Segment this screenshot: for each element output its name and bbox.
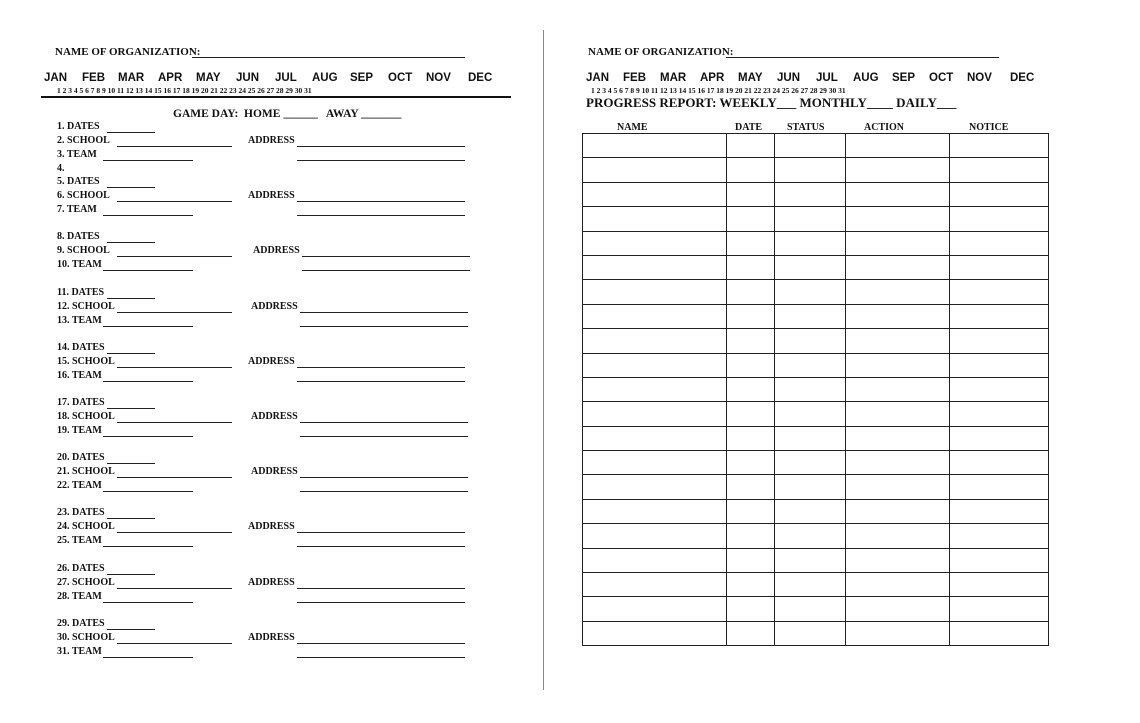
cell-date[interactable] [726, 426, 774, 450]
cell-status[interactable] [774, 621, 846, 645]
progress-row [583, 597, 1049, 621]
cell-status[interactable] [774, 134, 846, 158]
progress-row [583, 499, 1049, 523]
progress-row [583, 280, 1049, 304]
col-header-status: STATUS [787, 122, 825, 133]
schedule-row-label: 22. TEAM [57, 480, 102, 491]
cell-name[interactable] [583, 402, 727, 426]
left-month-mar[interactable]: MAR [118, 72, 145, 84]
school-input-line[interactable] [117, 422, 232, 423]
team-input-line[interactable] [103, 270, 193, 271]
cell-name[interactable] [583, 621, 727, 645]
cell-action[interactable] [846, 329, 950, 353]
team-input-line[interactable] [103, 381, 193, 382]
school-input-line[interactable] [117, 477, 232, 478]
cell-date[interactable] [726, 621, 774, 645]
right-org-label: NAME OF ORGANIZATION: [588, 46, 734, 58]
cell-action[interactable] [846, 134, 950, 158]
cell-action[interactable] [846, 207, 950, 231]
team-input-line[interactable] [103, 436, 193, 437]
left-org-label: NAME OF ORGANIZATION: [55, 46, 201, 58]
team-input-line[interactable] [103, 657, 193, 658]
cell-name[interactable] [583, 280, 727, 304]
team-input-line[interactable] [103, 160, 193, 161]
cell-name[interactable] [583, 207, 727, 231]
right-org-line[interactable] [726, 57, 999, 58]
progress-row [583, 182, 1049, 206]
schedule-row-label: 16. TEAM [57, 370, 102, 381]
schedule-row-label: 30. SCHOOL [57, 632, 115, 643]
schedule-row-label: 2. SCHOOL [57, 135, 110, 146]
cell-date[interactable] [726, 573, 774, 597]
cell-action[interactable] [846, 597, 950, 621]
cell-notice[interactable] [950, 231, 1049, 255]
cell-notice[interactable] [950, 621, 1049, 645]
schedule-row-label: 20. DATES [57, 452, 105, 463]
cell-status[interactable] [774, 231, 846, 255]
progress-row [583, 377, 1049, 401]
cell-action[interactable] [846, 353, 950, 377]
school-input-line[interactable] [117, 532, 232, 533]
dates-input-line[interactable] [107, 132, 155, 133]
cell-status[interactable] [774, 280, 846, 304]
schedule-row-label: 27. SCHOOL [57, 577, 115, 588]
cell-action[interactable] [846, 377, 950, 401]
dates-input-line[interactable] [107, 574, 155, 575]
right-month-dec[interactable]: DEC [1010, 72, 1035, 84]
cell-date[interactable] [726, 182, 774, 206]
address-label: ADDRESS [248, 190, 295, 201]
progress-row [583, 304, 1049, 328]
col-header-action: ACTION [864, 122, 905, 133]
dates-input-line[interactable] [107, 298, 155, 299]
cell-action[interactable] [846, 402, 950, 426]
cell-notice[interactable] [950, 426, 1049, 450]
cell-date[interactable] [726, 451, 774, 475]
cell-action[interactable] [846, 548, 950, 572]
schedule-row-label: 17. DATES [57, 397, 105, 408]
address-label: ADDRESS [251, 466, 298, 477]
dates-input-line[interactable] [107, 242, 155, 243]
cell-action[interactable] [846, 280, 950, 304]
cell-date[interactable] [726, 329, 774, 353]
cell-notice[interactable] [950, 207, 1049, 231]
col-header-date: DATE [735, 122, 763, 133]
team-input-line[interactable] [103, 326, 193, 327]
progress-row [583, 134, 1049, 158]
cell-status[interactable] [774, 353, 846, 377]
schedule-row-label: 21. SCHOOL [57, 466, 115, 477]
right-day-numbers: 1 2 3 4 5 6 7 8 9 10 11 12 13 14 15 16 17 18 19 20 21 22 23 24 25 26 27 28 29 30 31 [591, 86, 846, 95]
cell-notice[interactable] [950, 573, 1049, 597]
game-day-label: GAME DAY: HOME ______ AWAY _______ [173, 108, 402, 120]
cell-name[interactable] [583, 255, 727, 279]
left-header-rule [41, 96, 511, 98]
cell-action[interactable] [846, 475, 950, 499]
cell-date[interactable] [726, 134, 774, 158]
school-input-line[interactable] [117, 367, 232, 368]
schedule-row-label: 14. DATES [57, 342, 105, 353]
cell-status[interactable] [774, 182, 846, 206]
schedule-row-label: 13. TEAM [57, 315, 102, 326]
address-label: ADDRESS [248, 356, 295, 367]
right-month-oct[interactable]: OCT [929, 72, 954, 84]
cell-date[interactable] [726, 475, 774, 499]
cell-name[interactable] [583, 426, 727, 450]
right-month-aug[interactable]: AUG [853, 72, 879, 84]
cell-notice[interactable] [950, 597, 1049, 621]
cell-name[interactable] [583, 134, 727, 158]
address-input-line[interactable] [300, 477, 468, 478]
left-month-may[interactable]: MAY [196, 72, 221, 84]
cell-status[interactable] [774, 377, 846, 401]
cell-date[interactable] [726, 524, 774, 548]
team-input-line[interactable] [103, 491, 193, 492]
dates-input-line[interactable] [107, 353, 155, 354]
cell-status[interactable] [774, 304, 846, 328]
schedule-row-label: 29. DATES [57, 618, 105, 629]
right-month-sep[interactable]: SEP [892, 72, 916, 84]
schedule-row-label: 6. SCHOOL [57, 190, 110, 201]
cell-date[interactable] [726, 402, 774, 426]
cell-date[interactable] [726, 304, 774, 328]
cell-notice[interactable] [950, 353, 1049, 377]
address-input-line-2[interactable] [297, 160, 465, 161]
left-month-jul[interactable]: JUL [275, 72, 297, 84]
schedule-row-label: 25. TEAM [57, 535, 102, 546]
schedule-row-label: 3. TEAM [57, 149, 97, 160]
cell-status[interactable] [774, 402, 846, 426]
cell-name[interactable] [583, 597, 727, 621]
progress-row [583, 573, 1049, 597]
cell-notice[interactable] [950, 524, 1049, 548]
address-input-line[interactable] [300, 312, 468, 313]
address-input-line[interactable] [300, 422, 468, 423]
address-input-line-2[interactable] [300, 491, 468, 492]
left-month-sep[interactable]: SEP [350, 72, 374, 84]
schedule-row-label: 18. SCHOOL [57, 411, 115, 422]
cell-status[interactable] [774, 524, 846, 548]
team-input-line[interactable] [103, 602, 193, 603]
address-label: ADDRESS [251, 301, 298, 312]
cell-date[interactable] [726, 158, 774, 182]
progress-row [583, 475, 1049, 499]
left-month-apr[interactable]: APR [158, 72, 183, 84]
schedule-row-label: 19. TEAM [57, 425, 102, 436]
address-input-line[interactable] [297, 532, 465, 533]
address-input-line-2[interactable] [297, 602, 465, 603]
cell-notice[interactable] [950, 255, 1049, 279]
team-input-line[interactable] [103, 546, 193, 547]
left-org-line[interactable] [192, 57, 465, 58]
progress-row [583, 402, 1049, 426]
cell-date[interactable] [726, 597, 774, 621]
right-month-jan[interactable]: JAN [586, 72, 610, 84]
cell-status[interactable] [774, 426, 846, 450]
progress-row [583, 548, 1049, 572]
cell-date[interactable] [726, 377, 774, 401]
cell-name[interactable] [583, 548, 727, 572]
schedule-row-label: 10. TEAM [57, 259, 102, 270]
page-divider [543, 30, 544, 690]
address-label: ADDRESS [251, 411, 298, 422]
right-month-jul[interactable]: JUL [816, 72, 838, 84]
dates-input-line[interactable] [107, 187, 155, 188]
cell-name[interactable] [583, 304, 727, 328]
right-month-feb[interactable]: FEB [623, 72, 646, 84]
schedule-row-label: 31. TEAM [57, 646, 102, 657]
left-day-numbers: 1 2 3 4 5 6 7 8 9 10 11 12 13 14 15 16 17 18 19 20 21 22 23 24 25 26 27 28 29 30 31 [57, 86, 312, 95]
cell-status[interactable] [774, 255, 846, 279]
cell-name[interactable] [583, 231, 727, 255]
cell-name[interactable] [583, 524, 727, 548]
progress-report-label: PROGRESS REPORT: WEEKLY___ MONTHLY____ DAILY___ [586, 95, 957, 110]
cell-notice[interactable] [950, 329, 1049, 353]
address-input-line-2[interactable] [300, 436, 468, 437]
right-month-apr[interactable]: APR [700, 72, 725, 84]
cell-status[interactable] [774, 597, 846, 621]
schedule-row-label: 5. DATES [57, 176, 100, 187]
address-input-line[interactable] [302, 256, 470, 257]
cell-notice[interactable] [950, 499, 1049, 523]
school-input-line[interactable] [117, 588, 232, 589]
cell-status[interactable] [774, 158, 846, 182]
cell-status[interactable] [774, 499, 846, 523]
cell-action[interactable] [846, 255, 950, 279]
cell-notice[interactable] [950, 548, 1049, 572]
cell-date[interactable] [726, 499, 774, 523]
address-input-line[interactable] [297, 367, 465, 368]
cell-action[interactable] [846, 304, 950, 328]
right-month-may[interactable]: MAY [738, 72, 763, 84]
progress-row [583, 524, 1049, 548]
address-input-line[interactable] [297, 146, 465, 147]
cell-status[interactable] [774, 451, 846, 475]
cell-action[interactable] [846, 182, 950, 206]
address-label: ADDRESS [253, 245, 300, 256]
right-month-mar[interactable]: MAR [660, 72, 687, 84]
cell-notice[interactable] [950, 158, 1049, 182]
col-header-name: NAME [617, 122, 648, 133]
dates-input-line[interactable] [107, 629, 155, 630]
schedule-row-label: 24. SCHOOL [57, 521, 115, 532]
address-label: ADDRESS [248, 577, 295, 588]
left-month-jun[interactable]: JUN [236, 72, 260, 84]
col-header-notice: NOTICE [969, 122, 1009, 133]
address-input-line-2[interactable] [297, 546, 465, 547]
progress-row [583, 255, 1049, 279]
cell-notice[interactable] [950, 377, 1049, 401]
address-input-line-2[interactable] [297, 215, 465, 216]
cell-action[interactable] [846, 158, 950, 182]
cell-name[interactable] [583, 182, 727, 206]
schedule-row-label: 12. SCHOOL [57, 301, 115, 312]
progress-table [582, 133, 1049, 646]
cell-notice[interactable] [950, 134, 1049, 158]
progress-row [583, 158, 1049, 182]
school-input-line[interactable] [117, 146, 232, 147]
progress-row [583, 451, 1049, 475]
school-input-line[interactable] [117, 643, 232, 644]
schedule-row-label: 23. DATES [57, 507, 105, 518]
cell-name[interactable] [583, 377, 727, 401]
cell-notice[interactable] [950, 402, 1049, 426]
cell-name[interactable] [583, 475, 727, 499]
left-month-nov[interactable]: NOV [426, 72, 451, 84]
progress-row [583, 426, 1049, 450]
cell-name[interactable] [583, 329, 727, 353]
cell-status[interactable] [774, 329, 846, 353]
address-input-line[interactable] [297, 201, 465, 202]
dates-input-line[interactable] [107, 408, 155, 409]
cell-action[interactable] [846, 621, 950, 645]
left-month-feb[interactable]: FEB [82, 72, 105, 84]
cell-notice[interactable] [950, 182, 1049, 206]
left-month-dec[interactable]: DEC [468, 72, 493, 84]
dates-input-line[interactable] [107, 463, 155, 464]
team-input-line[interactable] [103, 215, 193, 216]
cell-action[interactable] [846, 573, 950, 597]
left-month-aug[interactable]: AUG [312, 72, 338, 84]
address-input-line[interactable] [297, 588, 465, 589]
cell-action[interactable] [846, 451, 950, 475]
school-input-line[interactable] [117, 312, 232, 313]
cell-action[interactable] [846, 524, 950, 548]
cell-notice[interactable] [950, 451, 1049, 475]
cell-action[interactable] [846, 499, 950, 523]
progress-row [583, 231, 1049, 255]
cell-name[interactable] [583, 573, 727, 597]
school-input-line[interactable] [117, 201, 232, 202]
cell-action[interactable] [846, 231, 950, 255]
cell-date[interactable] [726, 353, 774, 377]
address-input-line-2[interactable] [302, 270, 470, 271]
cell-name[interactable] [583, 499, 727, 523]
progress-row [583, 329, 1049, 353]
schedule-row-label: 4. [57, 163, 65, 174]
school-input-line[interactable] [117, 256, 232, 257]
cell-status[interactable] [774, 573, 846, 597]
cell-date[interactable] [726, 280, 774, 304]
cell-status[interactable] [774, 475, 846, 499]
address-input-line-2[interactable] [300, 326, 468, 327]
cell-notice[interactable] [950, 475, 1049, 499]
schedule-row-label: 9. SCHOOL [57, 245, 110, 256]
schedule-row-label: 28. TEAM [57, 591, 102, 602]
schedule-row-label: 11. DATES [57, 287, 105, 298]
progress-row [583, 207, 1049, 231]
cell-name[interactable] [583, 353, 727, 377]
address-label: ADDRESS [248, 521, 295, 532]
address-input-line-2[interactable] [297, 657, 465, 658]
cell-date[interactable] [726, 548, 774, 572]
address-input-line[interactable] [297, 643, 465, 644]
schedule-row-label: 1. DATES [57, 121, 100, 132]
cell-name[interactable] [583, 158, 727, 182]
right-month-nov[interactable]: NOV [967, 72, 992, 84]
left-month-oct[interactable]: OCT [388, 72, 413, 84]
cell-notice[interactable] [950, 304, 1049, 328]
cell-status[interactable] [774, 548, 846, 572]
right-month-jun[interactable]: JUN [777, 72, 801, 84]
cell-name[interactable] [583, 451, 727, 475]
schedule-row-label: 8. DATES [57, 231, 100, 242]
schedule-row-label: 7. TEAM [57, 204, 97, 215]
cell-notice[interactable] [950, 280, 1049, 304]
progress-row [583, 621, 1049, 645]
cell-date[interactable] [726, 231, 774, 255]
address-input-line-2[interactable] [297, 381, 465, 382]
schedule-row-label: 26. DATES [57, 563, 105, 574]
cell-action[interactable] [846, 426, 950, 450]
dates-input-line[interactable] [107, 518, 155, 519]
progress-row [583, 353, 1049, 377]
cell-date[interactable] [726, 207, 774, 231]
cell-status[interactable] [774, 207, 846, 231]
schedule-row-label: 15. SCHOOL [57, 356, 115, 367]
address-label: ADDRESS [248, 632, 295, 643]
cell-date[interactable] [726, 255, 774, 279]
left-month-jan[interactable]: JAN [44, 72, 68, 84]
address-label: ADDRESS [248, 135, 295, 146]
